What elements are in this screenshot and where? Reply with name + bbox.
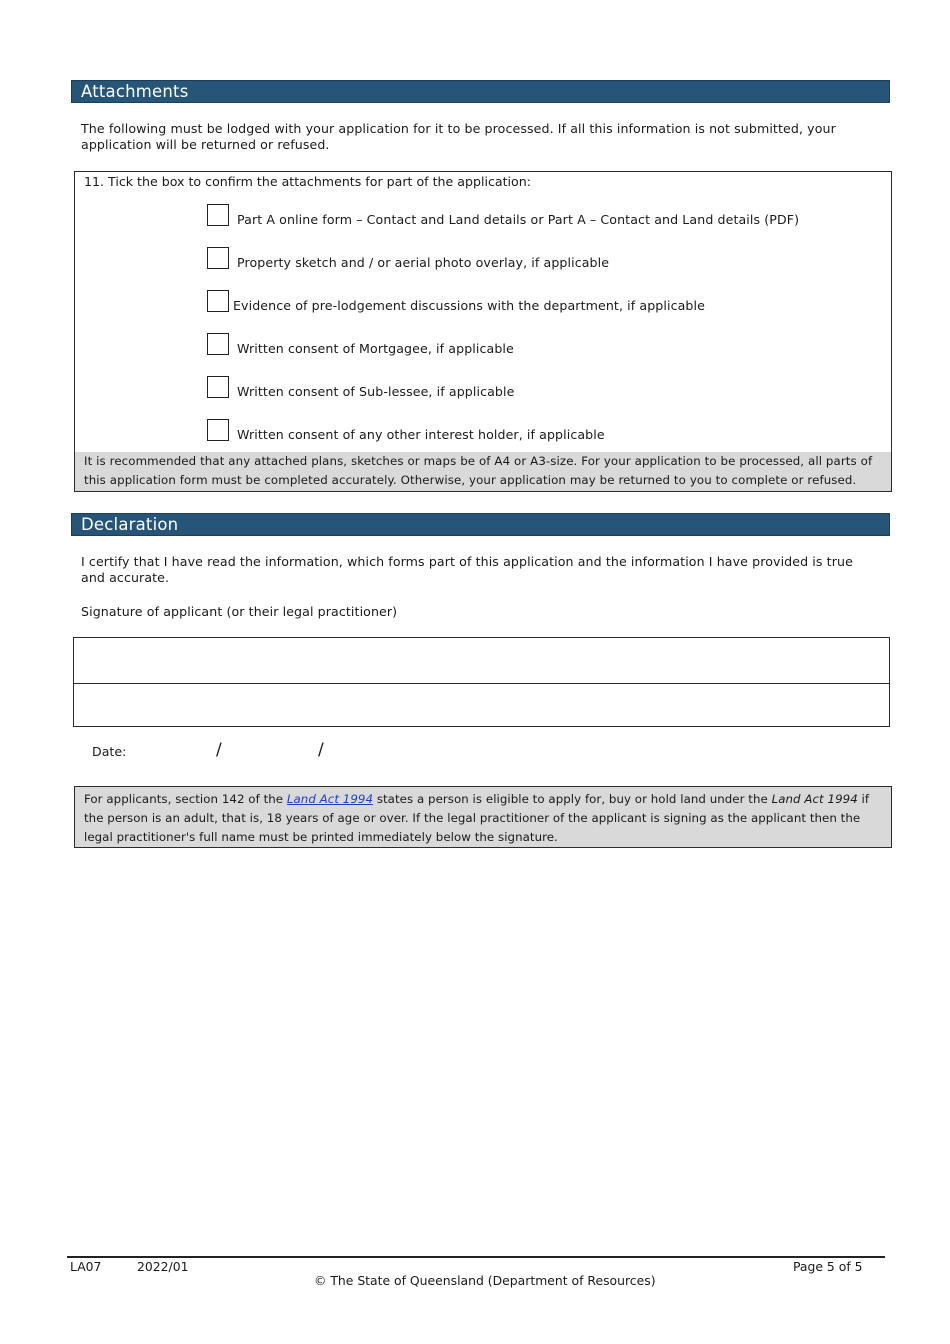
declaration-statement: I certify that I have read the information, which forms part of this application and the information I have provided is true and accurate. [81,554,853,585]
checkbox-mortgagee-consent[interactable] [207,333,229,355]
declaration-header: Declaration [71,513,890,536]
signature-box [73,637,890,727]
attachments-intro: The following must be lodged with your application for it to be processed. If all this information is not submitted, your application will be returned or refused. [81,121,836,152]
checkbox-part-a-form[interactable] [207,204,229,226]
checkbox-sub-lessee-consent[interactable] [207,376,229,398]
checkbox-other-interest-consent[interactable] [207,419,229,441]
attachments-checklist [74,171,892,492]
act-name: Land Act 1994 [771,792,858,806]
question-11: 11. Tick the box to confirm the attachments for part of the application: [84,174,531,189]
land-act-link[interactable]: Land Act 1994 [286,792,374,806]
signature-name-field[interactable] [74,683,889,728]
note-text: For applicants, section 142 of the [84,792,287,806]
attachment-label: Evidence of pre-lodgement discussions with the department, if applicable [233,298,705,313]
footer-divider [67,1256,885,1258]
attachment-label: Part A online form – Contact and Land details or Part A – Contact and Land details (PDF) [237,212,800,227]
note-text: if the person is an adult, that is, 18 years of age or over. If the legal practitioner of the applicant is signing as the applicant then the legal practitioner's full name must be printed immediately below the signature. [84,792,870,844]
note-text: states a person is eligible to apply for, buy or hold land under the [373,792,772,806]
attachment-label: Property sketch and / or aerial photo overlay, if applicable [237,255,610,270]
attachments-note: It is recommended that any attached plans, sketches or maps be of A4 or A3-size. For your application to be processed, all parts of this application form must be completed accurately. Otherwise, your application may be returned to you to complete or refused. [75,452,891,491]
signature-field[interactable] [74,638,889,682]
signature-label: Signature of applicant (or their legal practitioner) [81,604,398,619]
declaration-note [74,786,892,848]
date-label: Date: [92,744,127,759]
form-code: LA07 [70,1259,102,1274]
attachment-label: Written consent of any other interest holder, if applicable [237,427,605,442]
copyright: © The State of Queensland (Department of Resources) [314,1273,656,1288]
attachments-header: Attachments [71,80,890,103]
form-version: 2022/01 [137,1259,189,1274]
checkbox-property-sketch[interactable] [207,247,229,269]
date-separator: / [318,740,324,760]
date-separator: / [216,740,222,760]
checkbox-pre-lodgement[interactable] [207,290,229,312]
attachment-label: Written consent of Sub-lessee, if applicable [237,384,515,399]
attachment-label: Written consent of Mortgagee, if applicable [237,341,514,356]
page-number: Page 5 of 5 [793,1259,863,1274]
